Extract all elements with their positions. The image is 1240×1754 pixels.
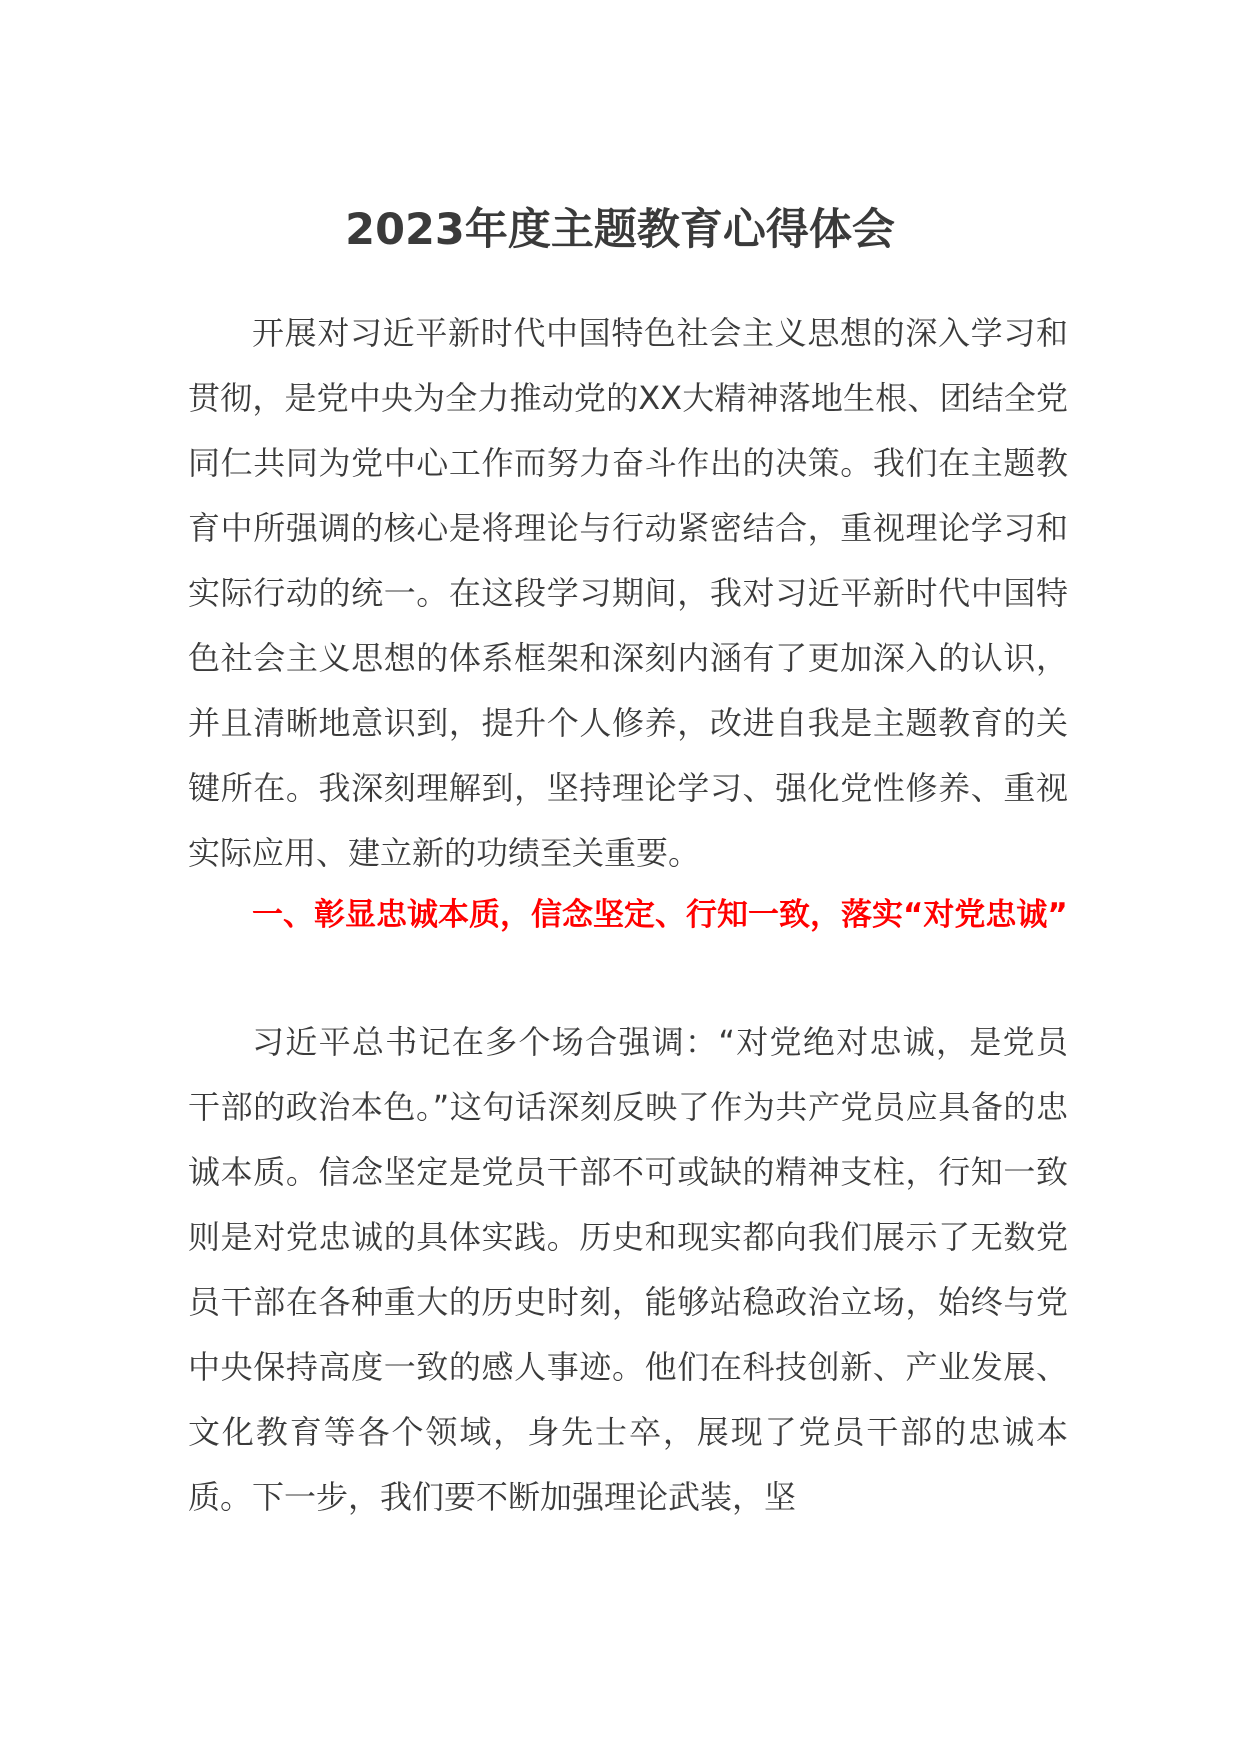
paragraph-section-1: 习近平总书记在多个场合强调：“对党绝对忠诚，是党员干部的政治本色。”这句话深刻反映了作为共产党员应具备的忠诚本质。信念坚定是党员干部不可或缺的精神支柱，行知一致则是对党忠诚的具体实践。历史和现实都向我们展示了无数党员干部在各种重大的历史时刻，能够站稳政治立场，始终与党中央保持高度一致的感人事迹。他们在科技创新、产业发展、文化教育等各个领域，身先士卒，展现了党员干部的忠诚本质。下一步，我们要不断加强理论武装，坚 xyxy=(188,1023,1068,1516)
section-heading-1: 一、彰显忠诚本质，信念坚定、行知一致，落实“对党忠诚” xyxy=(252,897,1068,933)
document-title: 2023年度主题教育心得体会 xyxy=(345,205,895,255)
paragraph-intro: 开展对习近平新时代中国特色社会主义思想的深入学习和贯彻，是党中央为全力推动党的XX大精神落地生根、团结全党同仁共同为党中心工作而努力奋斗作出的决策。我们在主题教育中所强调的核心是将理论与行动紧密结合，重视理论学习和实际行动的统一。在这段学习期间，我对习近平新时代中国特色社会主义思想的体系框架和深刻内涵有了更加深入的认识，并且清晰地意识到，提升个人修养，改进自我是主题教育的关键所在。我深刻理解到，坚持理论学习、强化党性修养、重视实际应用、建立新的功绩至关重要。 xyxy=(188,314,1068,872)
